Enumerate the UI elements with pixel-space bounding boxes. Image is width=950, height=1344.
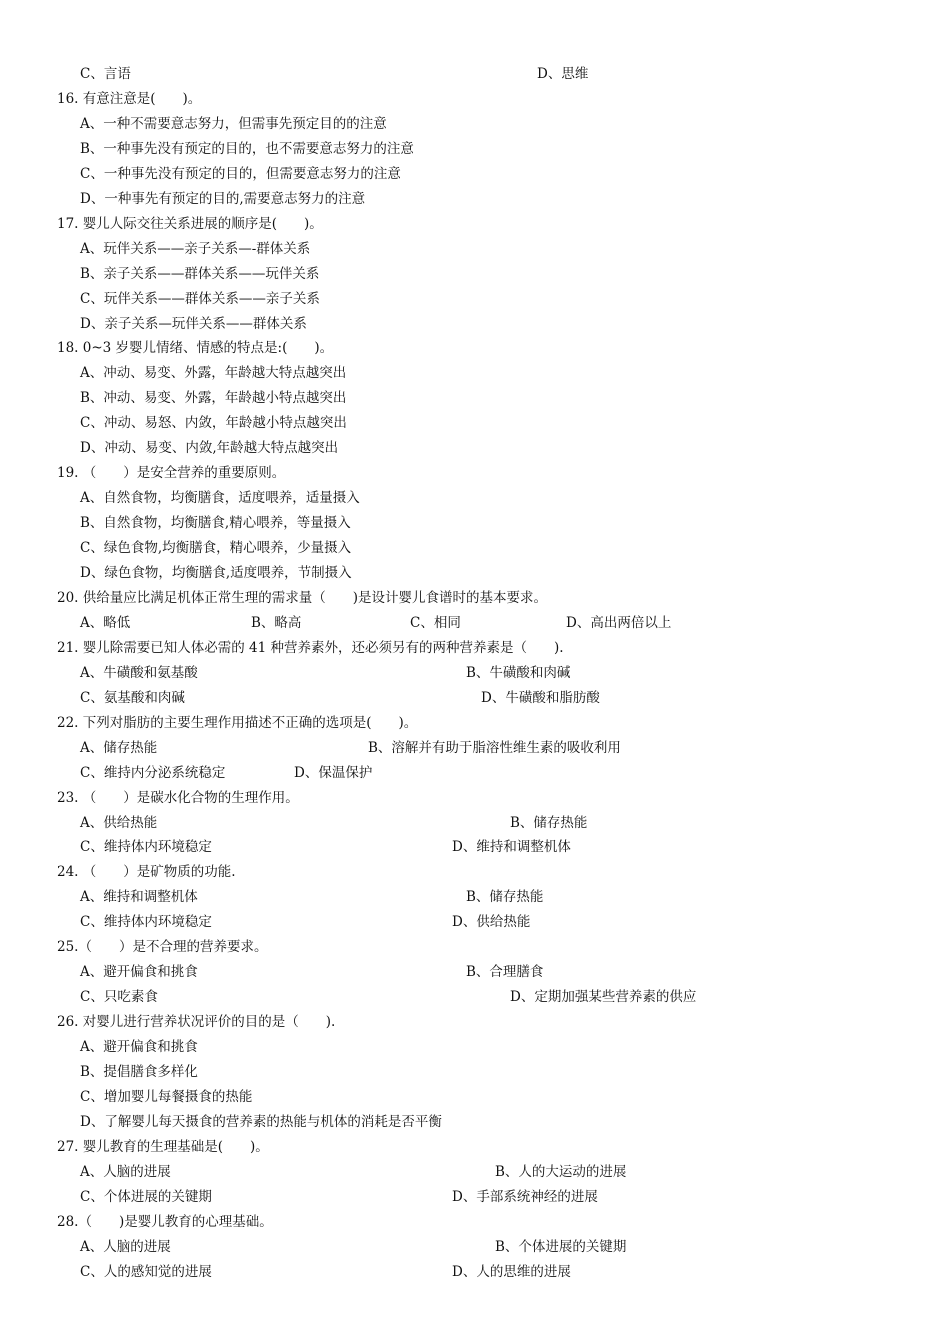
answer-option: D、一种事先有预定的目的,需要意志努力的注意 [80,190,366,207]
text-line [0,137,950,162]
text-line [0,711,950,736]
answer-option: C、冲动、易怒、内敛，年龄越小特点越突出 [80,415,347,432]
answer-option: A、牛磺酸和氨基酸 [80,664,198,681]
text-line [0,1060,950,1085]
text-line [0,411,950,436]
answer-option: A、玩伴关系——亲子关系—-群体关系 [80,240,311,257]
text-line [0,1160,950,1185]
question-text: 23. （ ）是碳水化合物的生理作用。 [57,789,299,806]
answer-option: C、人的感知觉的进展 [80,1263,212,1280]
text-line [0,661,950,686]
question-text: 21. 婴儿除需要已知人体必需的 41 种营养素外，还必须另有的两种营养素是（ ). [57,639,564,656]
text-line [0,960,950,985]
answer-option: D、供给热能 [452,914,531,931]
answer-option: A、冲动、易变、外露，年龄越大特点越突出 [80,365,347,382]
question-text: 22. 下列对脂肪的主要生理作用描述不正确的选项是( )。 [57,714,418,731]
text-line [0,860,950,885]
text-line [0,87,950,112]
text-line [0,287,950,312]
answer-option: C、一种事先没有预定的目的，但需要意志努力的注意 [80,165,401,182]
answer-option: D、了解婴儿每天摄食的营养素的热能与机体的消耗是否平衡 [80,1113,442,1130]
text-line [0,1035,950,1060]
text-line [0,935,950,960]
answer-option: A、自然食物，均衡膳食，适度喂养，适量摄入 [80,490,360,507]
answer-option: C、增加婴儿每餐摄食的热能 [80,1088,253,1105]
answer-option: B、亲子关系——群体关系——玩伴关系 [80,265,320,282]
text-line [0,536,950,561]
question-text: 28.（ )是婴儿教育的心理基础。 [57,1213,273,1230]
text-line [0,985,950,1010]
text-line [0,187,950,212]
text-line [0,212,950,237]
text-line [0,561,950,586]
answer-option: C、个体进展的关键期 [80,1188,212,1205]
text-line [0,1260,950,1285]
answer-option: C、氨基酸和肉碱 [80,689,185,706]
text-line [0,237,950,262]
text-line [0,62,950,87]
question-text: 20. 供给量应比满足机体正常生理的需求量（ )是设计婴儿食谱时的基本要求。 [57,589,548,606]
answer-option: C、维持体内环境稳定 [80,914,212,931]
answer-option: B、略高 [251,614,302,631]
answer-option: A、人脑的进展 [80,1163,171,1180]
text-line [0,910,950,935]
answer-option: C、绿色食物,均衡膳食，精心喂养，少量摄入 [80,540,352,557]
answer-option: A、避开偏食和挑食 [80,964,198,981]
answer-option: B、个体进展的关键期 [495,1238,627,1255]
answer-option: B、储存热能 [510,814,588,831]
answer-option: D、绿色食物，均衡膳食,适度喂养，节制摄入 [80,565,352,581]
answer-option: D、冲动、易变、内敛,年龄越大特点越突出 [80,440,339,457]
question-text: 27. 婴儿教育的生理基础是( )。 [57,1138,269,1155]
answer-option: D、亲子关系—玩伴关系——群体关系 [80,315,307,332]
answer-option: C、言语 [80,66,131,82]
question-text: 24. （ ）是矿物质的功能. [57,864,236,881]
text-line [0,461,950,486]
text-line [0,636,950,661]
answer-option: C、相同 [410,614,461,631]
text-line [0,1235,950,1260]
text-line [0,162,950,187]
answer-option: C、维持体内环境稳定 [80,839,212,856]
answer-option: D、高出两倍以上 [566,614,672,631]
answer-option: D、牛磺酸和脂肪酸 [481,689,600,706]
answer-option: A、供给热能 [80,814,158,831]
text-line [0,312,950,337]
answer-option: B、冲动、易变、外露，年龄越小特点越突出 [80,390,347,407]
answer-option: B、一种事先没有预定的目的，也不需要意志努力的注意 [80,140,414,157]
answer-option: D、维持和调整机体 [452,839,571,856]
answer-option: A、储存热能 [80,739,158,756]
text-line [0,1210,950,1235]
text-line [0,511,950,536]
answer-option: A、维持和调整机体 [80,889,198,906]
text-line [0,1135,950,1160]
answer-option: B、牛磺酸和肉碱 [466,664,571,681]
text-line [0,361,950,386]
answer-option: A、避开偏食和挑食 [80,1039,198,1056]
answer-option: D、保温保护 [294,764,373,781]
text-line [0,885,950,910]
answer-option: D、人的思维的进展 [452,1263,571,1280]
text-line [0,1010,950,1035]
text-line [0,736,950,761]
answer-option: A、人脑的进展 [80,1238,171,1255]
answer-option: B、人的大运动的进展 [495,1163,627,1180]
text-line [0,1085,950,1110]
question-text: 25.（ ）是不合理的营养要求。 [57,939,268,956]
text-line [0,336,950,361]
text-line [0,611,950,636]
answer-option: A、略低 [80,614,131,631]
question-text: 18. 0~3 岁婴儿情绪、情感的特点是:( )。 [57,340,334,357]
text-line [0,1185,950,1210]
answer-option: B、提倡膳食多样化 [80,1064,198,1080]
answer-option: B、储存热能 [466,889,544,906]
text-line [0,586,950,611]
question-text: 17. 婴儿人际交往关系进展的顺序是( )。 [57,215,323,232]
text-line [0,811,950,836]
text-line [0,686,950,711]
question-text: 16. 有意注意是( )。 [57,90,202,107]
answer-option: C、玩伴关系——群体关系——亲子关系 [80,290,320,307]
text-line [0,436,950,461]
text-line [0,786,950,811]
answer-option: B、自然食物，均衡膳食,精心喂养，等量摄入 [80,515,351,532]
answer-option: C、只吃素食 [80,989,158,1006]
question-text: 19. （ ）是安全营养的重要原则。 [57,465,286,482]
text-line [0,761,950,786]
question-text: 26. 对婴儿进行营养状况评价的目的是（ ). [57,1014,336,1031]
answer-option: A、一种不需要意志努力，但需事先预定目的的注意 [80,115,387,132]
text-line [0,486,950,511]
text-line [0,386,950,411]
answer-option: B、合理膳食 [466,964,544,981]
text-line [0,262,950,287]
answer-option: D、手部系统神经的进展 [452,1188,598,1205]
text-line [0,112,950,137]
answer-option: C、维持内分泌系统稳定 [80,764,226,781]
answer-option: D、定期加强某些营养素的供应 [510,989,697,1006]
text-line [0,1110,950,1135]
answer-option: B、溶解并有助于脂溶性维生素的吸收利用 [368,739,621,756]
answer-option: D、思维 [537,66,589,82]
text-line [0,835,950,860]
